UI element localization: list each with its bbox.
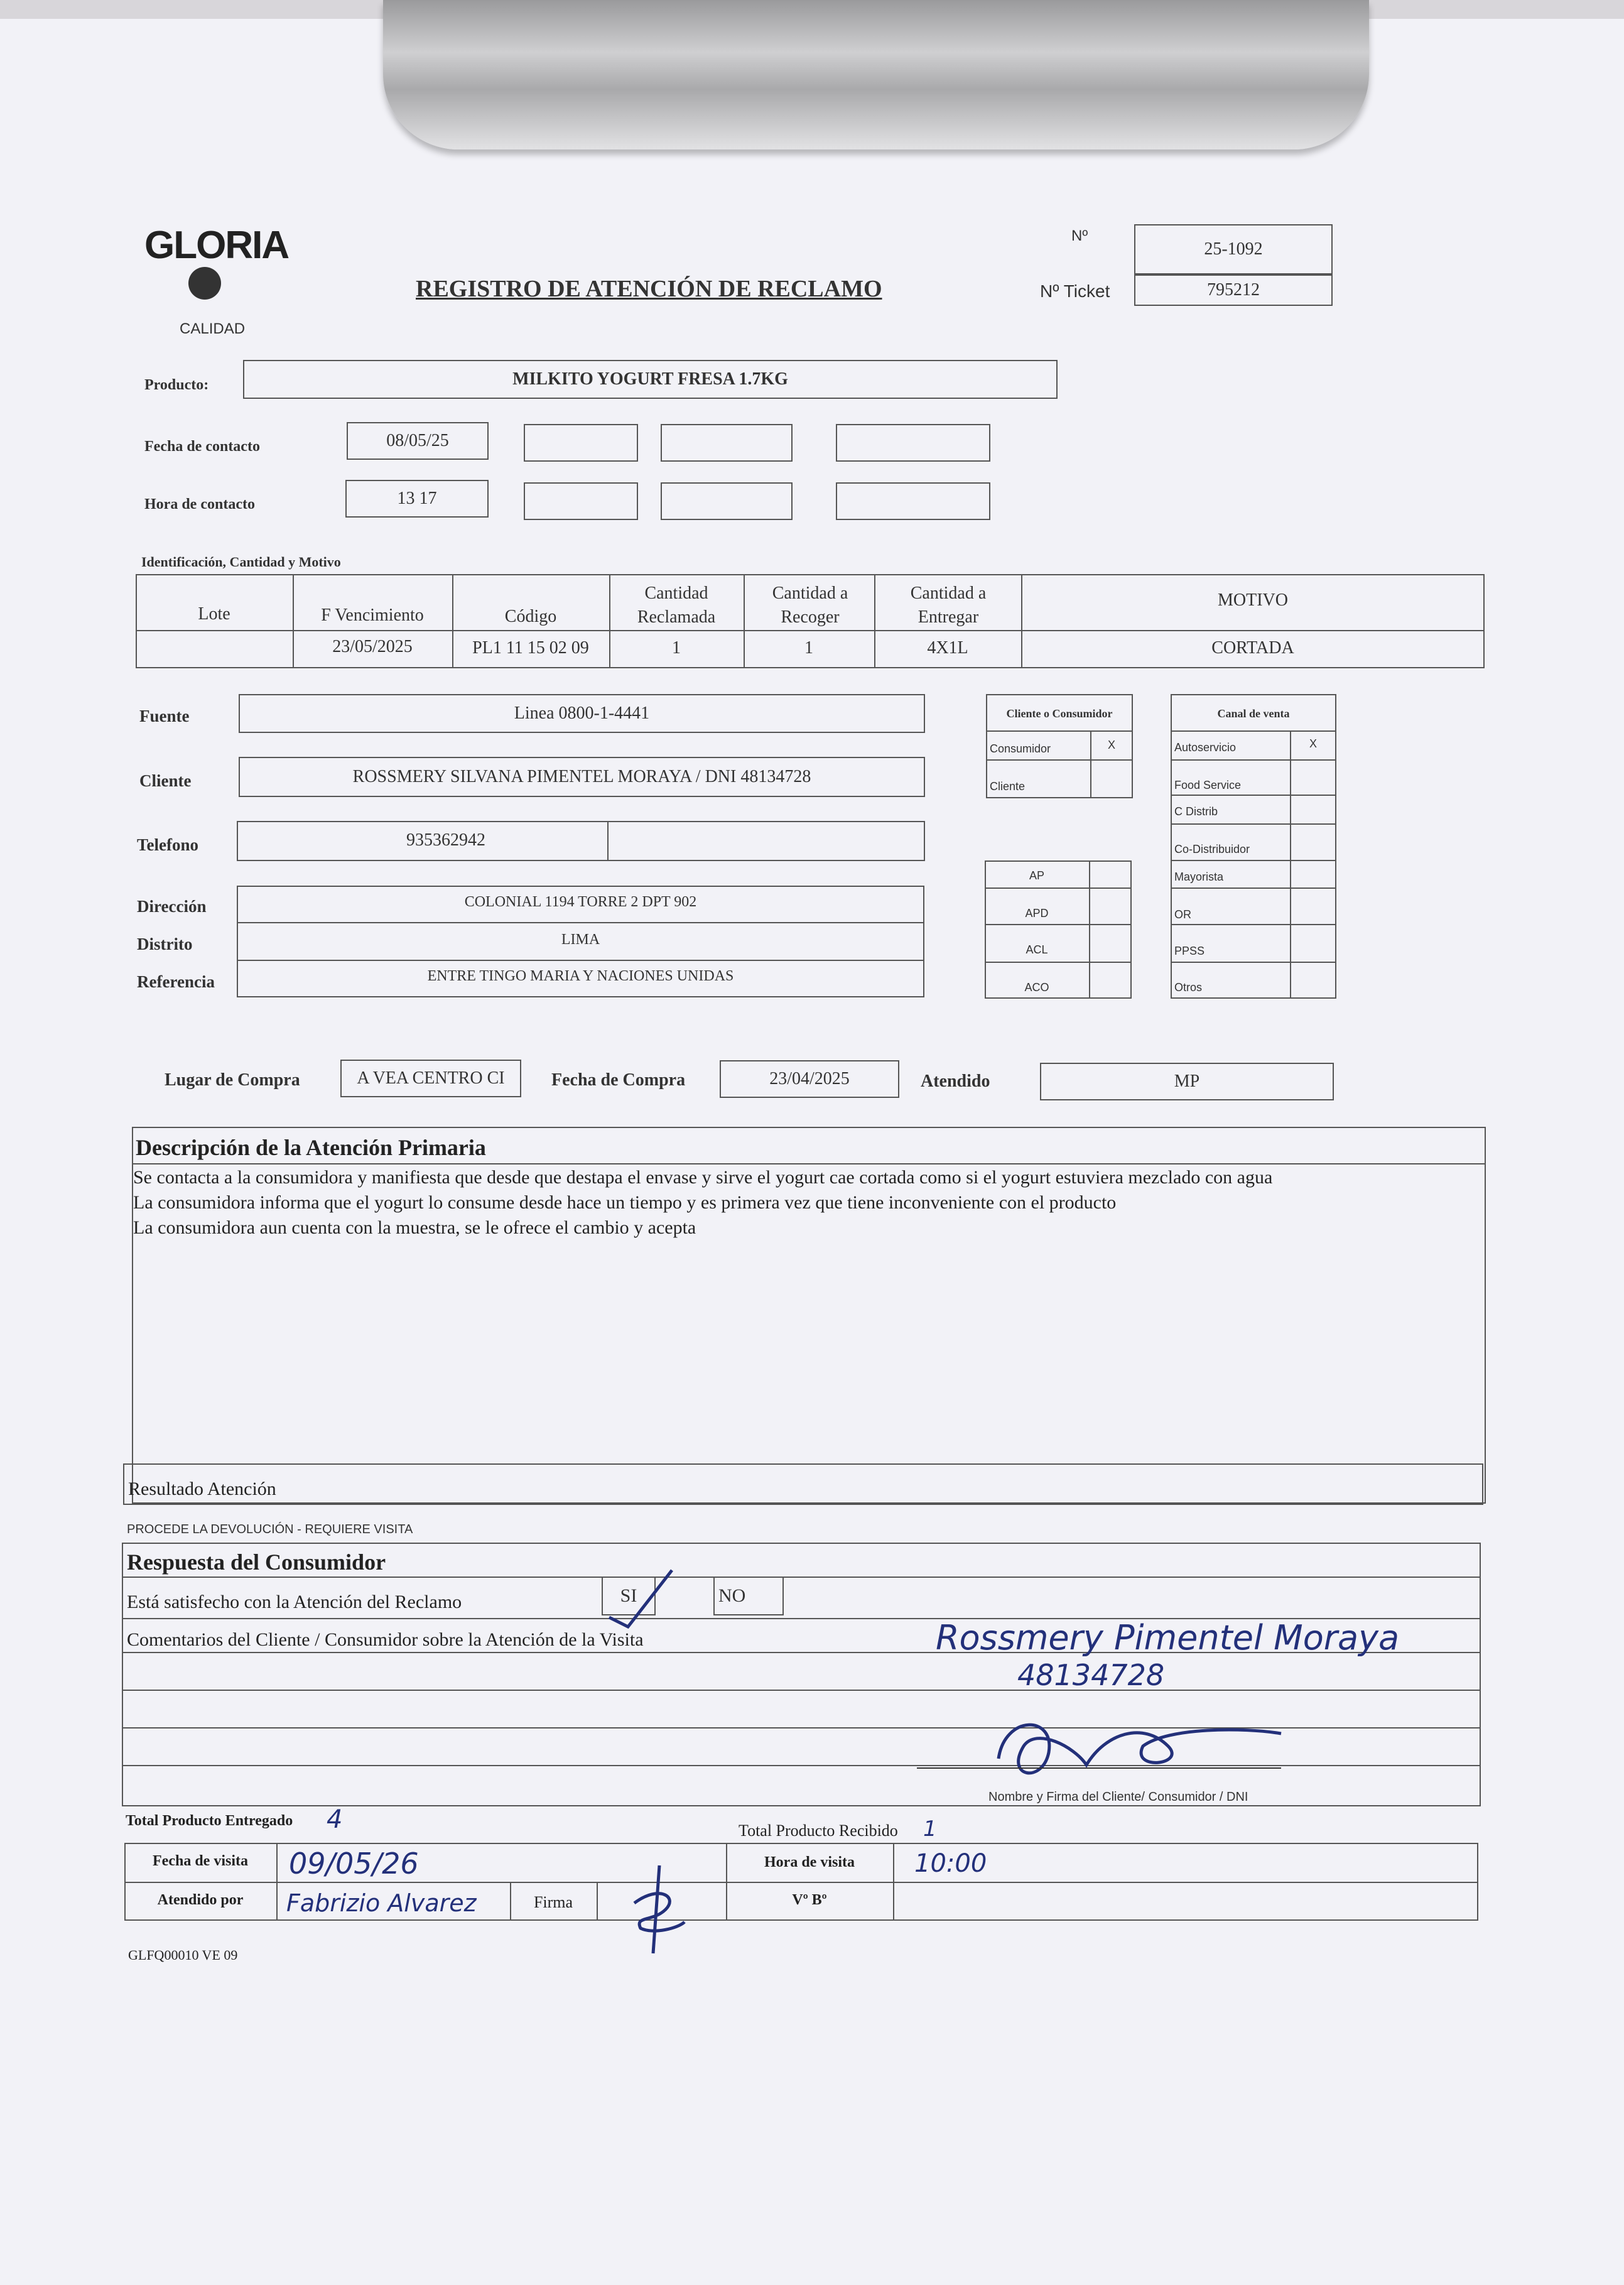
fecha-contacto-label: Fecha de contacto xyxy=(144,438,260,455)
atendido-label: Atendido xyxy=(921,1072,990,1091)
comentarios-label: Comentarios del Cliente / Consumidor sobre la Atención de la Visita xyxy=(127,1629,644,1650)
cc-consumidor-mark: X xyxy=(1107,739,1115,751)
td-cantidad-reclamada: 1 xyxy=(672,638,681,658)
td-motivo: CORTADA xyxy=(1211,638,1294,658)
respuesta-divider xyxy=(122,1690,1481,1691)
visita-divider xyxy=(893,1843,894,1921)
descripcion-line-2: La consumidora informa que el yogurt lo consume desde hace un tiempo y es primera vez que tiene inconveniente con el producto xyxy=(133,1192,1117,1213)
si-check-mark xyxy=(603,1564,678,1633)
total-recibido-label: Total Producto Recibido xyxy=(739,1821,898,1840)
firma-line xyxy=(917,1767,1281,1769)
cv-divider xyxy=(1171,823,1336,825)
producto-label: Producto: xyxy=(144,377,209,393)
lugar-compra-value: A VEA CENTRO CI xyxy=(340,1060,521,1097)
direccion-divider xyxy=(237,922,924,923)
logo-sub: CALIDAD xyxy=(180,320,246,337)
canal-venta-title: Canal de venta xyxy=(1217,707,1290,720)
th-codigo: Código xyxy=(504,607,557,626)
visita-divider xyxy=(276,1843,278,1921)
ap-divider xyxy=(985,962,1132,963)
cc-cliente-label: Cliente xyxy=(990,780,1026,793)
clipboard-clip xyxy=(383,0,1369,149)
distrito-label: Distrito xyxy=(137,935,193,953)
cv-divider xyxy=(1290,730,1291,999)
cv-ppss-label: PPSS xyxy=(1174,945,1205,957)
referencia-value: ENTRE TINGO MARIA Y NACIONES UNIDAS xyxy=(427,968,734,984)
visita-firma-signature xyxy=(622,1859,697,1960)
telefono-box xyxy=(237,821,925,861)
ap-divider xyxy=(985,887,1132,889)
th-vencimiento: F Vencimiento xyxy=(321,605,424,625)
cv-or-label: OR xyxy=(1174,908,1191,921)
numero-value: 25-1092 xyxy=(1134,224,1333,274)
visita-divider xyxy=(597,1882,598,1921)
gloria-logo xyxy=(144,223,289,349)
fuente-value: Linea 0800-1-4441 xyxy=(239,694,925,733)
cc-divider xyxy=(986,730,1133,732)
numero-label: Nº xyxy=(1071,227,1088,244)
visita-divider xyxy=(124,1882,1478,1883)
cv-divider xyxy=(1171,887,1336,889)
total-entregado-value: 4 xyxy=(327,1805,343,1834)
acl-label: ACL xyxy=(1026,943,1048,956)
cv-c-distrib-label: C Distrib xyxy=(1174,805,1218,818)
cv-divider xyxy=(1171,924,1336,925)
fecha-contacto-box-2 xyxy=(524,424,638,462)
ap-label: AP xyxy=(1029,869,1044,882)
fecha-compra-label: Fecha de Compra xyxy=(551,1070,686,1090)
hora-contacto-box-3 xyxy=(661,482,793,520)
cv-co-distribuidor-label: Co-Distribuidor xyxy=(1174,843,1250,855)
cv-mayorista-label: Mayorista xyxy=(1174,871,1224,883)
descripcion-line-3: La consumidora aun cuenta con la muestra, se le ofrece el cambio y acepta xyxy=(133,1217,696,1238)
resultado-box xyxy=(123,1463,1483,1505)
atendido-por-label: Atendido por xyxy=(157,1892,244,1908)
fuente-label: Fuente xyxy=(139,707,190,725)
direccion-label: Dirección xyxy=(137,897,207,916)
total-entregado-label: Total Producto Entregado xyxy=(126,1813,293,1829)
ticket-label: Nº Ticket xyxy=(1040,281,1110,301)
cv-autoservicio-mark: X xyxy=(1309,737,1317,750)
hora-contacto-box-4 xyxy=(836,482,990,520)
resultado-label: Resultado Atención xyxy=(128,1479,276,1499)
producto-value: MILKITO YOGURT FRESA 1.7KG xyxy=(243,360,1058,399)
cv-autoservicio-label: Autoservicio xyxy=(1174,741,1237,754)
telefono-label: Telefono xyxy=(137,835,199,854)
logo-brand: GLORIA xyxy=(144,224,289,267)
fecha-contacto-value: 08/05/25 xyxy=(347,422,489,460)
lugar-compra-label: Lugar de Compra xyxy=(165,1070,300,1090)
firma-visita-label: Firma xyxy=(533,1893,573,1911)
telefono-divider xyxy=(607,821,609,861)
td-vencimiento: 23/05/2025 xyxy=(332,637,413,656)
th-cantidad-reclamada: Cantidad Reclamada xyxy=(637,583,716,627)
hora-contacto-value: 13 17 xyxy=(345,480,489,518)
ap-divider xyxy=(1089,860,1090,999)
satisfecho-label: Está satisfecho con la Atención del Reclamo xyxy=(127,1592,462,1612)
identificacion-title: Identificación, Cantidad y Motivo xyxy=(141,554,341,570)
hora-contacto-box-2 xyxy=(524,482,638,520)
cliente-consumidor-title: Cliente o Consumidor xyxy=(1006,707,1113,720)
hora-visita-value: 10:00 xyxy=(914,1849,987,1878)
firma-cliente-label: Nombre y Firma del Cliente/ Consumidor / DNI xyxy=(988,1790,1248,1804)
cv-divider xyxy=(1171,795,1336,796)
respuesta-divider xyxy=(122,1577,1481,1578)
si-checkbox[interactable]: SI xyxy=(602,1577,656,1615)
resultado-value: PROCEDE LA DEVOLUCIÓN - REQUIERE VISITA xyxy=(127,1522,413,1536)
distrito-value: LIMA xyxy=(561,931,600,948)
cliente-value: ROSSMERY SILVANA PIMENTEL MORAYA / DNI 48134728 xyxy=(239,757,925,797)
form-title: REGISTRO DE ATENCIÓN DE RECLAMO xyxy=(416,276,882,302)
td-codigo: PL1 11 15 02 09 xyxy=(472,638,589,658)
th-cantidad-recoger: Cantidad a Recoger xyxy=(772,583,848,627)
form-code: GLFQ00010 VE 09 xyxy=(128,1947,238,1963)
ticket-value: 795212 xyxy=(1134,274,1333,306)
fecha-visita-value: 09/05/26 xyxy=(289,1847,419,1881)
cv-divider xyxy=(1171,860,1336,861)
cv-divider xyxy=(1171,730,1336,732)
hand-dni: 48134728 xyxy=(1017,1658,1165,1692)
client-signature xyxy=(980,1708,1306,1790)
fecha-contacto-box-4 xyxy=(836,424,990,462)
cv-divider xyxy=(1171,759,1336,761)
atendido-value: MP xyxy=(1040,1063,1334,1100)
fecha-visita-label: Fecha de visita xyxy=(153,1853,248,1869)
atendido-por-value: Fabrizio Alvarez xyxy=(286,1889,477,1917)
cc-consumidor-label: Consumidor xyxy=(990,742,1051,755)
th-lote: Lote xyxy=(198,604,230,624)
hora-contacto-label: Hora de contacto xyxy=(144,496,255,513)
td-cantidad-recoger: 1 xyxy=(804,638,813,658)
telefono-value: 935362942 xyxy=(406,830,485,850)
logo-emblem-icon xyxy=(188,267,221,300)
cliente-label: Cliente xyxy=(139,771,192,790)
direccion-divider xyxy=(237,960,924,961)
cv-food-service-label: Food Service xyxy=(1174,779,1242,791)
fecha-compra-value: 23/04/2025 xyxy=(720,1060,899,1098)
vb-label: Vº Bº xyxy=(792,1892,827,1908)
total-recibido-value: 1 xyxy=(923,1816,937,1842)
hand-name: Rossmery Pimentel Moraya xyxy=(936,1618,1400,1658)
no-checkbox[interactable]: NO xyxy=(713,1577,784,1615)
aco-label: ACO xyxy=(1024,981,1049,994)
cv-divider xyxy=(1171,962,1336,963)
descripcion-title-divider xyxy=(132,1163,1486,1164)
td-cantidad-entregar: 4X1L xyxy=(927,638,968,658)
th-cantidad-entregar: Cantidad a Entregar xyxy=(910,583,987,627)
fecha-contacto-box-3 xyxy=(661,424,793,462)
table-divider xyxy=(136,630,1485,631)
descripcion-title: Descripción de la Atención Primaria xyxy=(136,1135,486,1160)
hora-visita-label: Hora de visita xyxy=(764,1854,855,1870)
apd-label: APD xyxy=(1025,907,1049,920)
respuesta-title: Respuesta del Consumidor xyxy=(127,1550,386,1575)
cv-otros-label: Otros xyxy=(1174,981,1203,994)
ap-divider xyxy=(985,924,1132,925)
direccion-value: COLONIAL 1194 TORRE 2 DPT 902 xyxy=(464,894,697,910)
th-motivo: MOTIVO xyxy=(1218,590,1288,610)
referencia-label: Referencia xyxy=(137,972,215,991)
cc-divider xyxy=(986,759,1133,761)
descripcion-line-1: Se contacta a la consumidora y manifiesta que desde que destapa el envase y sirve el yogurt cae cortada como si el yogurt estuviera mezclado con agua xyxy=(133,1167,1273,1188)
